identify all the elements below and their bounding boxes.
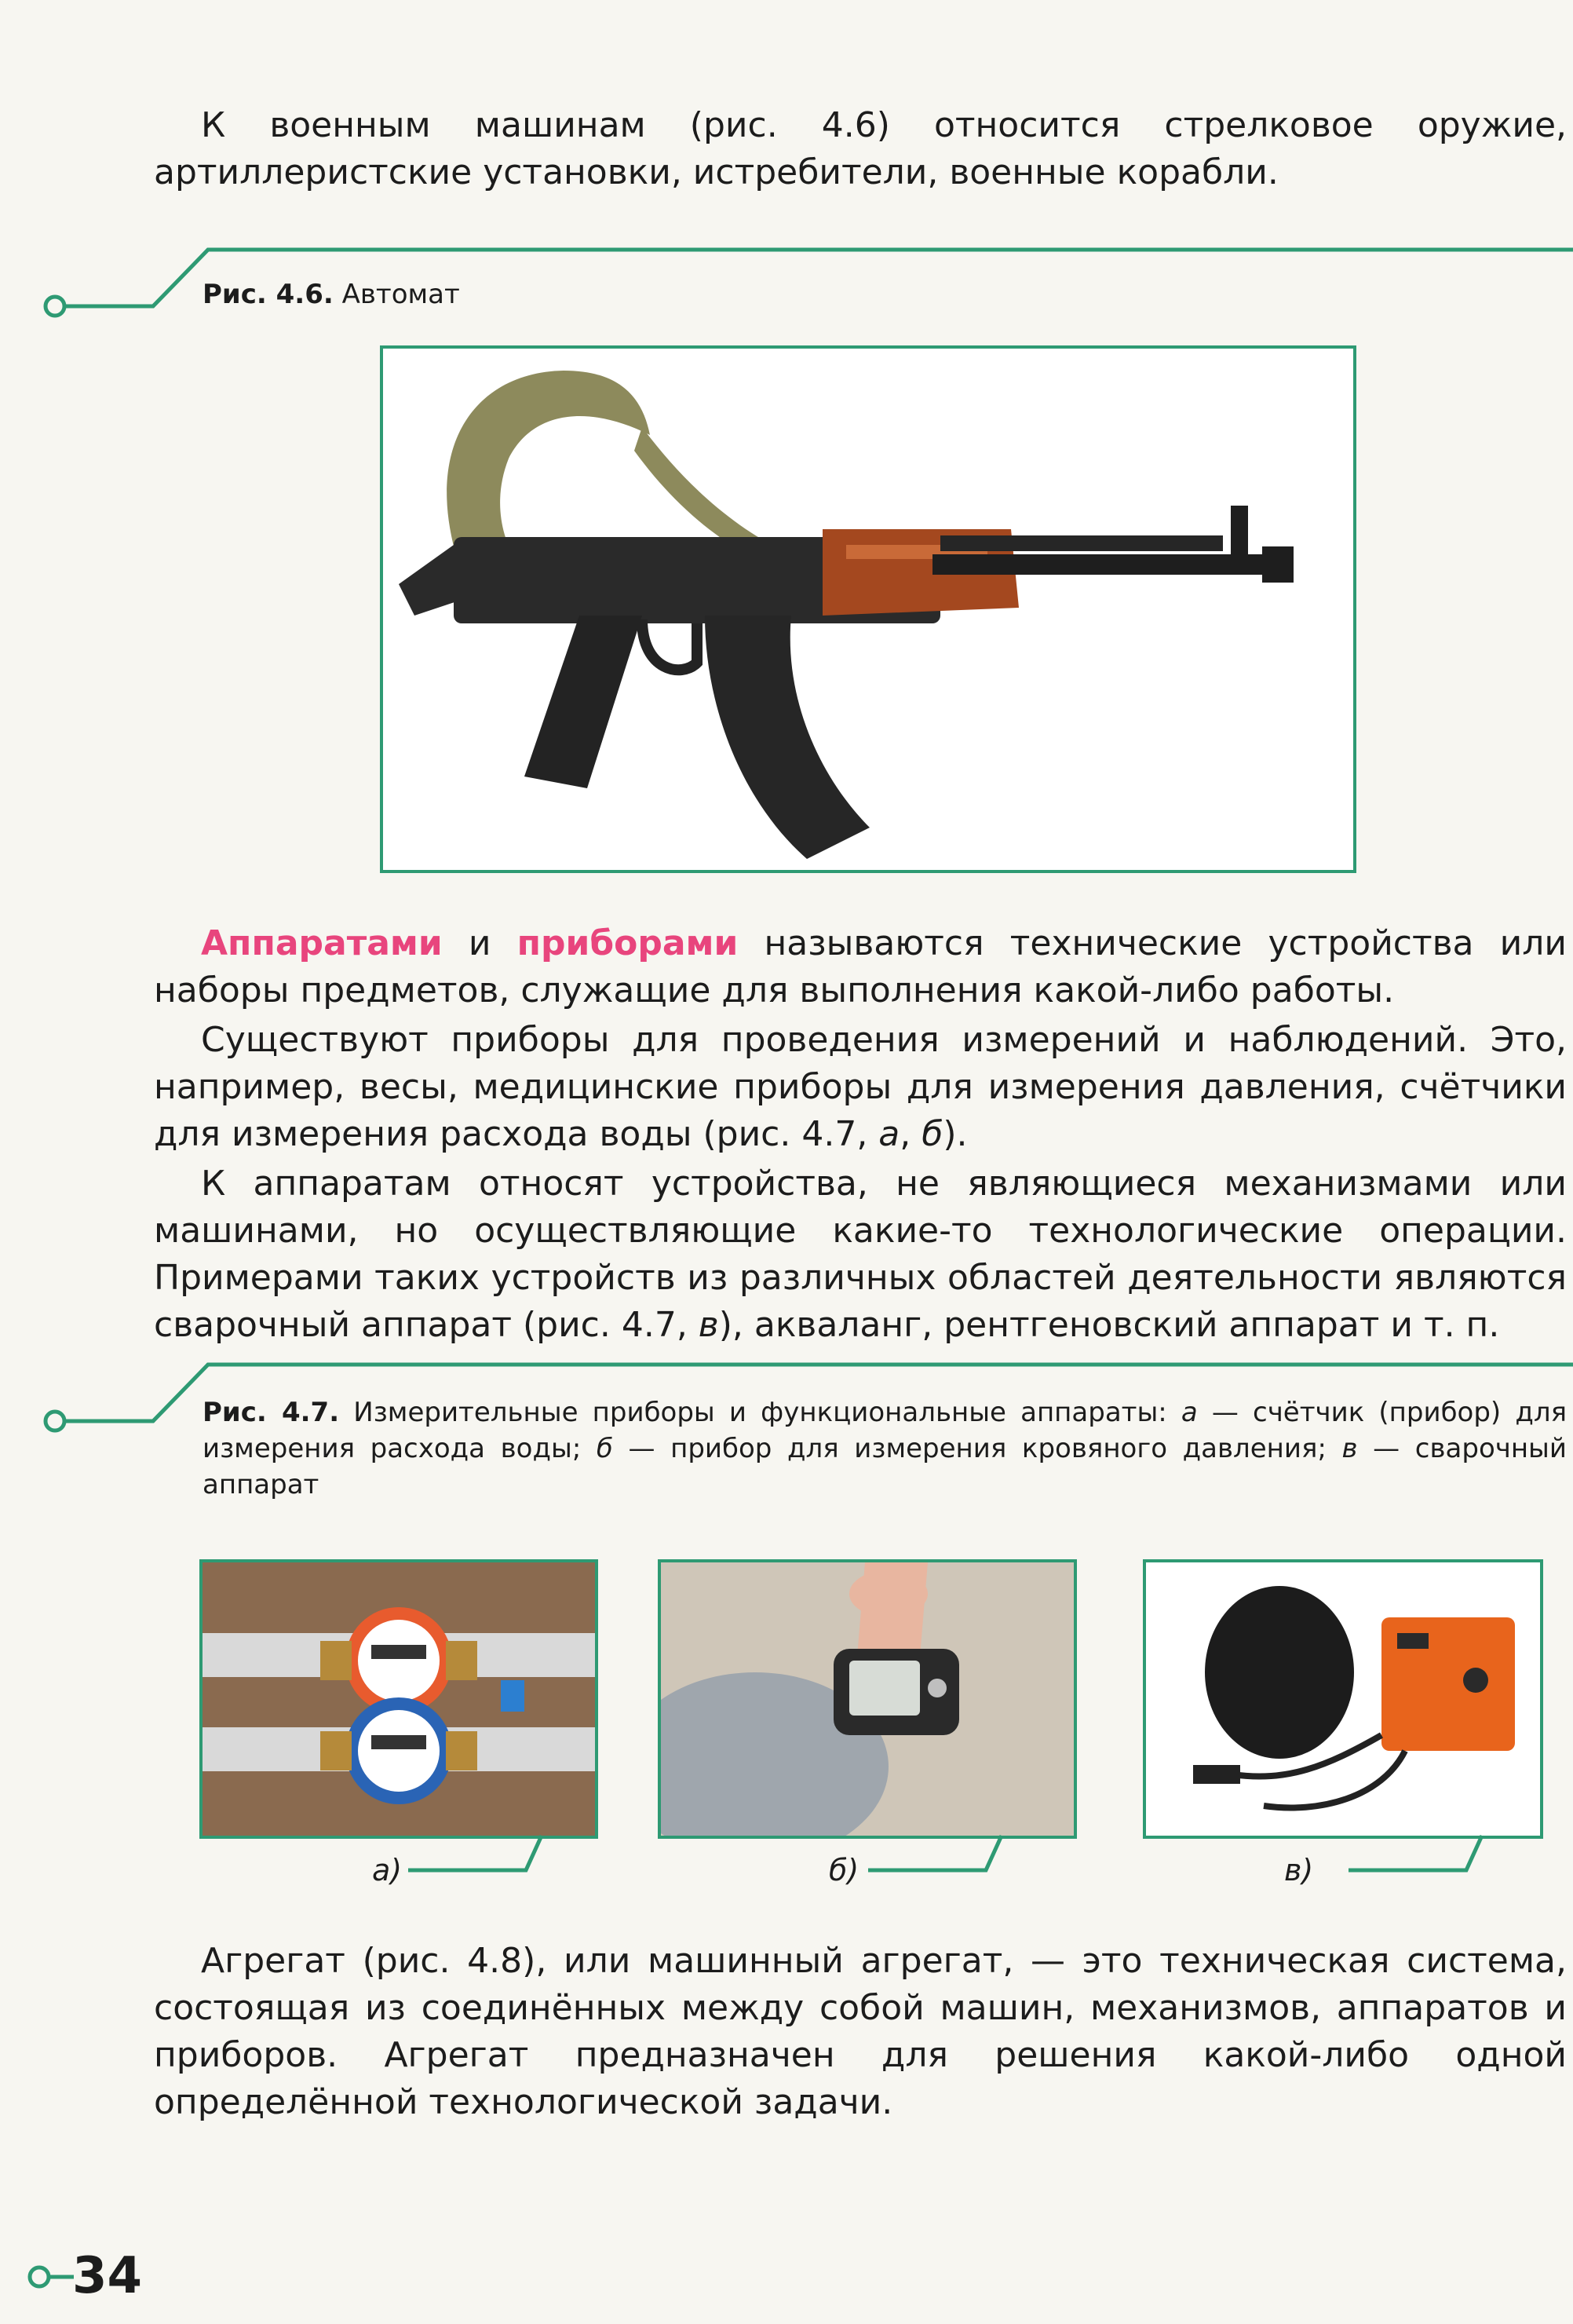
definition-paragraph: [154, 920, 1567, 1014]
devices-ref-b: б: [922, 1114, 943, 1154]
devices-text: Существуют приборы для проведения измерений и наблюдений. Это, например, весы, медицинские приборы для измерения давления, счётчики для измерения расхода воды (рис. 4.7,: [154, 1020, 1567, 1154]
figure-4-6-label: Рис. 4.6.: [203, 279, 334, 310]
aggregate-paragraph: [154, 1938, 1567, 2126]
term-devices: приборами: [516, 923, 739, 963]
apparatus-paragraph: [154, 1160, 1567, 1349]
term-apparatus: Аппаратами: [201, 923, 443, 963]
figure-4-7-caption: [203, 1394, 1567, 1503]
apparatus-text: К аппаратам относят устройства, не являющиеся механизмами или машинами, но осуществляющие какие-то технологические операции. Примерами таких устройств из различных областей деятельности являются сварочный аппарат (рис. 4.7,: [154, 1164, 1567, 1345]
welding-apparatus-illustration: [1146, 1562, 1540, 1836]
apparatus-end: ), акваланг, рентгеновский аппарат и т. п.: [718, 1305, 1500, 1345]
figure-4-7-label: Рис. 4.7.: [203, 1397, 340, 1428]
aggregate-text: Агрегат (рис. 4.8), или машинный агрегат, — это техническая система, состоящая из соединённых между собой машин, механизмов, аппаратов и приборов. Агрегат предназначен для решения какой-либо одной определённой технологической задачи.: [154, 1941, 1567, 2122]
figure-4-7-text-2: — счётчик (прибор) для измерения расхода воды;: [203, 1397, 1568, 1464]
definition-rest: называются технические устройства или наборы предметов, служащие для выполнения какой-либо работы.: [154, 923, 1567, 1010]
figure-4-7-text-4: — сварочный аппарат: [203, 1433, 1568, 1500]
spacer: [0, 793, 1573, 794]
sub-label-a: а): [372, 1853, 403, 1887]
rifle-illustration: [383, 349, 1353, 870]
devices-ref-a: а: [878, 1114, 900, 1154]
figure-4-7-ref-v: в: [1341, 1433, 1358, 1464]
water-meter-illustration: [203, 1562, 595, 1836]
page-number: 34: [72, 2247, 143, 2305]
page-marker: [24, 2261, 78, 2293]
rifle-photo: [380, 345, 1356, 873]
sub-a-connector: [377, 1833, 557, 1880]
intro-paragraph: [154, 102, 1567, 196]
sub-label-v: в): [1284, 1853, 1314, 1887]
devices-ref-sep: ,: [900, 1114, 922, 1154]
water-meter-photo: [199, 1559, 598, 1839]
blood-pressure-illustration: [661, 1562, 1074, 1836]
figure-4-7-ref-b: б: [596, 1433, 613, 1464]
blood-pressure-photo: [658, 1559, 1077, 1839]
figure-4-7-ref-a: а: [1181, 1397, 1198, 1428]
welding-apparatus-photo: [1143, 1559, 1543, 1839]
figure-4-6-title: Автомат: [341, 279, 460, 310]
intro-text: К военным машинам (рис. 4.6) относится стрелковое оружие, артиллеристские установки, истребители, военные корабли.: [154, 105, 1567, 192]
figure-4-6-caption: [203, 276, 1567, 312]
devices-paragraph: [154, 1017, 1567, 1158]
apparatus-ref-v: в: [698, 1305, 719, 1345]
definition-conjunction: и: [442, 923, 517, 963]
sub-label-b: б): [829, 1853, 859, 1887]
figure-4-7-text-1: Измерительные приборы и функциональные аппараты:: [339, 1397, 1181, 1428]
sub-v-connector: [1317, 1833, 1498, 1880]
devices-end: ).: [943, 1114, 968, 1154]
figure-4-7-text-3: — прибор для измерения кровяного давления;: [612, 1433, 1342, 1464]
sub-b-connector: [837, 1833, 1017, 1880]
